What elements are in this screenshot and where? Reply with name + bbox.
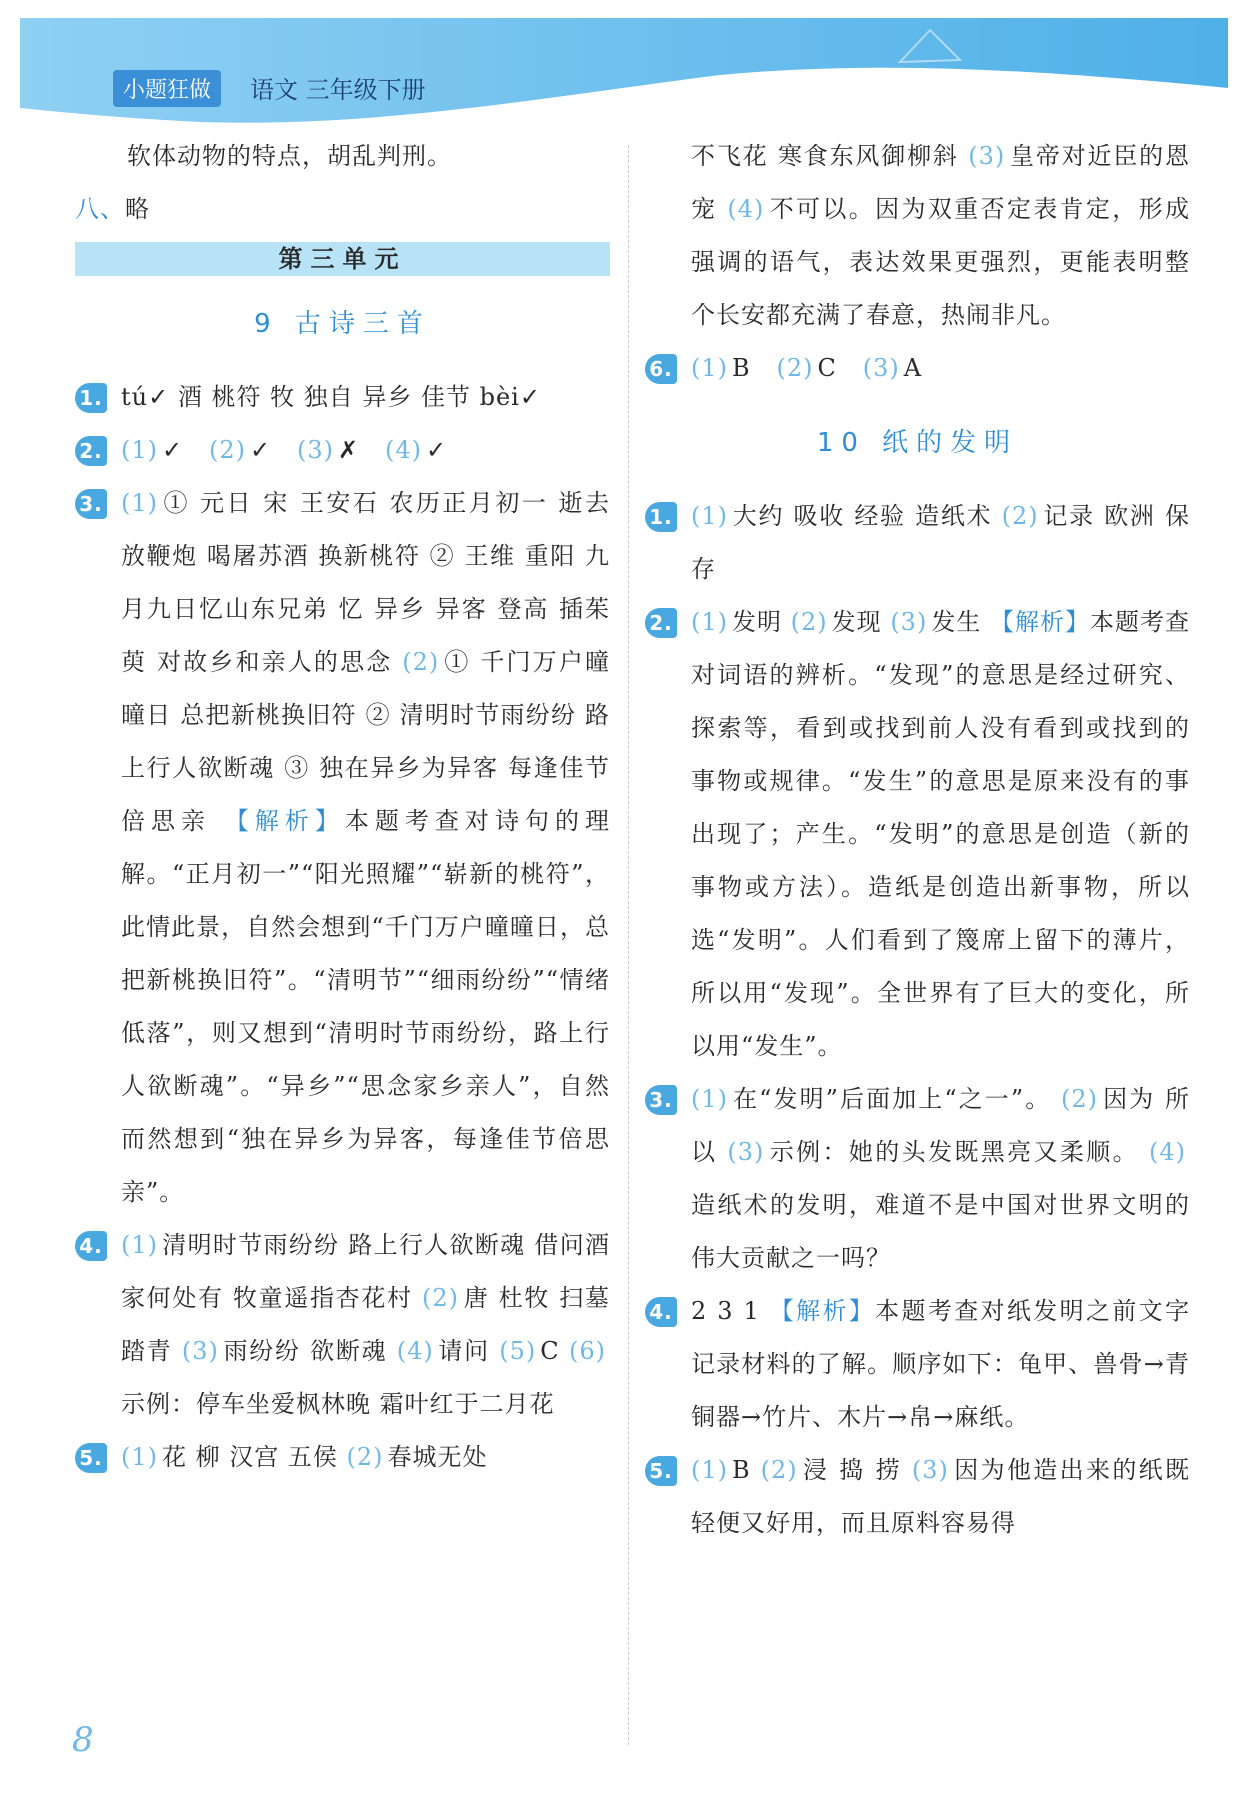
- sub-label: (3): [968, 142, 1006, 170]
- question-2: [645, 596, 1190, 1073]
- sub-label: (3): [890, 608, 928, 636]
- sub-label: (1): [121, 489, 158, 517]
- answer-text: 唐 杜牧 扫墓 踏青: [121, 1284, 610, 1365]
- answer-text: 示例：她的头发既黑亮又柔顺。: [768, 1138, 1139, 1166]
- subject-title: 语文 三年级下册: [250, 76, 426, 104]
- lesson-10-title: 10 纸的发明: [816, 428, 1019, 458]
- sub-label: (2): [790, 608, 828, 636]
- sub-label: (3): [862, 354, 900, 382]
- question-1: [75, 371, 610, 424]
- answer-text: 大约 吸收 经验 造纸术: [732, 502, 993, 530]
- analysis-tag: 【解析】: [769, 1297, 876, 1325]
- sub-label: (2): [1001, 502, 1039, 530]
- sub-label: (1): [691, 1456, 728, 1484]
- sub-label: (4): [727, 195, 765, 223]
- question-number: 3.: [75, 489, 107, 519]
- question-5: [645, 1444, 1190, 1550]
- sub-label: (2): [346, 1443, 384, 1471]
- sub-label: (1): [691, 608, 728, 636]
- sub-label: (3): [297, 436, 334, 464]
- answer-text: 清明时节雨纷纷 路上行人欲断魂 借问酒家何处有 牧童遥指杏花村: [121, 1231, 610, 1312]
- section-eight: [75, 183, 610, 236]
- question-number: 4.: [75, 1231, 107, 1261]
- sub-label: (2): [1061, 1085, 1099, 1113]
- answer-text: 发生: [931, 608, 982, 636]
- answer-mark: ✓: [426, 436, 448, 464]
- question-4: [645, 1285, 1190, 1444]
- question-1: [645, 490, 1190, 596]
- analysis-text: 本题考查对诗句的理解。“正月初一”“阳光照耀”“崭新的桃符”，此情此景，自然会想到“千门万户曈曈日，总把新桃换旧符”。“清明节”“细雨纷纷”“情绪低落”，则又想到“清明时节雨纷纷，路上行人欲断魂”。“异乡”“思念家乡亲人”，自然而然想到“独在异乡为异客，每逢佳节倍思亲”。: [121, 807, 611, 1206]
- sub-label: (3): [727, 1138, 765, 1166]
- right-column: [645, 130, 1190, 1550]
- section-eight-label: 八、: [75, 195, 125, 223]
- answer-text: ① 元日 宋 王安石 农历正月初一 逝去 放鞭炮 喝屠苏酒 换新桃符 ② 王维 重阳 九月九日忆山东兄弟 忆 异乡 异客 登高 插茱萸 对故乡和亲人的思念: [121, 489, 610, 676]
- answer-text: 花 柳 汉宫 五侯: [162, 1443, 338, 1471]
- sub-label: (4): [396, 1337, 434, 1365]
- answer-text: B: [732, 1456, 751, 1484]
- question-3: [75, 477, 610, 1219]
- sub-label: (1): [691, 354, 728, 382]
- answer-text: 春城无处: [387, 1443, 488, 1471]
- sub-label: (2): [209, 436, 246, 464]
- analysis-text: 本题考查对纸发明之前文字记录材料的了解。顺序如下：龟甲、兽骨→青铜器→竹片、木片→帛→麻纸。: [691, 1297, 1190, 1431]
- answer-text: 发明: [732, 608, 783, 636]
- answer-text: B: [732, 354, 751, 382]
- answer-text: 皇帝对近臣的恩宠: [691, 142, 1190, 223]
- question-5: [75, 1431, 610, 1484]
- answer-text: C: [817, 354, 837, 382]
- answer-mark: ✓: [250, 436, 272, 464]
- sub-label: (4): [1149, 1138, 1187, 1166]
- question-number: 2.: [645, 608, 677, 638]
- answer-text: 因为 所以: [691, 1085, 1190, 1166]
- sub-label: (4): [385, 436, 422, 464]
- answer-text: 造纸术的发明，难道不是中国对世界文明的伟大贡献之一吗？: [691, 1191, 1190, 1272]
- answer-mark: ✓: [162, 436, 184, 464]
- question-2: [75, 424, 610, 477]
- brand-badge: 小题狂做: [113, 70, 221, 107]
- question-number: 5.: [75, 1443, 107, 1473]
- answer-text: 雨纷纷 欲断魂: [222, 1337, 388, 1365]
- answer-text: 记录 欧洲 保存: [691, 502, 1190, 583]
- sub-label: (1): [121, 1443, 158, 1471]
- sub-label: (2): [776, 354, 814, 382]
- question-number: 1.: [75, 383, 107, 413]
- question-number: 3.: [645, 1085, 677, 1115]
- answer-text: A: [903, 354, 923, 382]
- sub-label: (2): [422, 1284, 460, 1312]
- question-number: 4.: [645, 1297, 677, 1327]
- question-6: [645, 342, 1190, 395]
- unit-title-bar: 第三单元: [75, 242, 610, 276]
- question-3: [645, 1073, 1190, 1285]
- carry-over-text: 软体动物的特点，胡乱判刑。: [127, 142, 452, 170]
- answer-text: 2 3 1: [691, 1297, 760, 1325]
- sub-label: (6): [569, 1337, 607, 1365]
- question-number: 2.: [75, 436, 107, 466]
- sub-label: (3): [181, 1337, 219, 1365]
- section-eight-text: 略: [125, 195, 150, 223]
- sub-label: (2): [760, 1456, 798, 1484]
- answer-text: 不可以。因为双重否定表肯定，形成强调的语气，表达效果更强烈，更能表明整个长安都充满了春意，热闹非凡。: [691, 195, 1190, 329]
- lesson-9-title: 9 古诗三首: [254, 309, 431, 339]
- answer-text: 在“发明”后面加上“之一”。: [732, 1085, 1052, 1113]
- analysis-tag: 【解析】: [224, 807, 345, 835]
- answer-text: 因为他造出来的纸既轻便又好用，而且原料容易得: [691, 1456, 1190, 1537]
- sub-label: (1): [691, 502, 728, 530]
- answer-text: 浸 捣 捞: [801, 1456, 902, 1484]
- sub-label: (1): [121, 436, 158, 464]
- sub-label: (3): [911, 1456, 949, 1484]
- answer-text: 不飞花 寒食东风御柳斜: [691, 142, 959, 170]
- answer-text: 请问: [437, 1337, 490, 1365]
- answer-mark: ✗: [338, 436, 360, 464]
- left-column: [75, 130, 610, 1484]
- analysis-text: 本题考查对词语的辨析。“发现”的意思是经过研究、探索等，看到或找到前人没有看到或找到的事物或规律。“发生”的意思是原来没有的事出现了；产生。“发明”的意思是创造（新的事物或方法）。造纸是创造出新事物，所以选“发明”。人们看到了篾席上留下的薄片，所以用“发现”。全世界有了巨大的变化，所以用“发生”。: [691, 608, 1191, 1060]
- question-number: 1.: [645, 502, 677, 532]
- question-4: [75, 1219, 610, 1431]
- analysis-tag: 【解析】: [989, 608, 1090, 636]
- answer-text: C: [540, 1337, 560, 1365]
- sub-label: (5): [499, 1337, 537, 1365]
- column-divider: [628, 145, 629, 1745]
- answer-text: tú✓ 酒 桃符 牧 独自 异乡 佳节 bèi✓: [121, 383, 541, 411]
- sub-label: (1): [121, 1231, 158, 1259]
- answer-text: 发现: [831, 608, 882, 636]
- answer-text: ① 千门万户曈曈日 总把新桃换旧符 ② 清明时节雨纷纷 路上行人欲断魂 ③ 独在异乡为异客 每逢佳节倍思亲: [121, 648, 610, 835]
- page-number: 8: [72, 1720, 94, 1760]
- question-number: 5.: [645, 1456, 677, 1486]
- sub-label: (1): [691, 1085, 728, 1113]
- answer-text: 示例：停车坐爱枫林晚 霜叶红于二月花: [121, 1390, 555, 1418]
- question-number: 6.: [645, 354, 677, 384]
- question-5-continued: [645, 130, 1190, 342]
- sub-label: (2): [402, 648, 440, 676]
